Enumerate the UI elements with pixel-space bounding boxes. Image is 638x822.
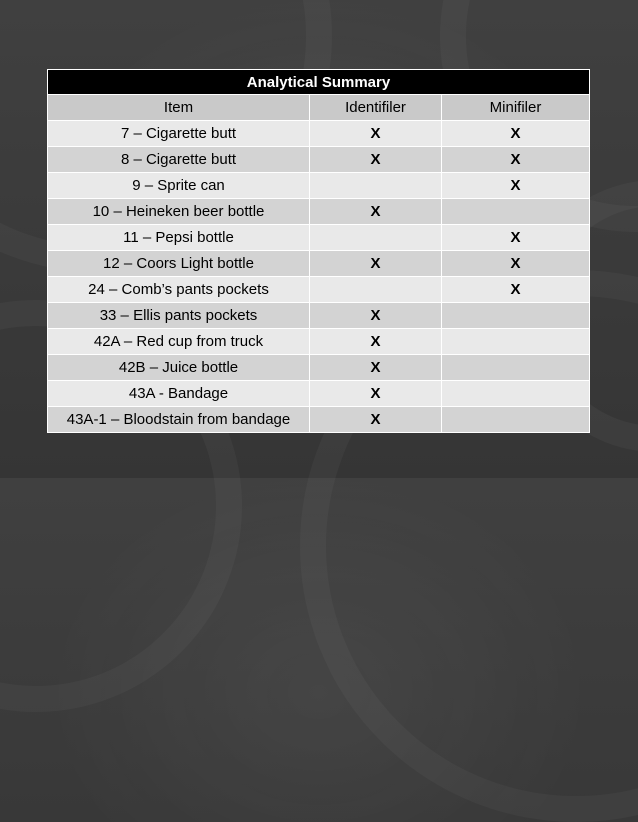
minifiler-cell: X: [442, 225, 590, 251]
minifiler-cell: [442, 381, 590, 407]
column-header-item: Item: [48, 95, 310, 121]
table-row: [48, 277, 590, 303]
minifiler-cell: [442, 355, 590, 381]
minifiler-cell: [442, 329, 590, 355]
item-cell: 7 – Cigarette butt: [48, 121, 310, 147]
table-row: [48, 251, 590, 277]
item-cell: 24 – Comb’s pants pockets: [48, 277, 310, 303]
identifiler-cell: X: [310, 355, 442, 381]
minifiler-cell: X: [442, 173, 590, 199]
table-row: [48, 407, 590, 433]
identifiler-cell: X: [310, 303, 442, 329]
identifiler-cell: X: [310, 329, 442, 355]
identifiler-cell: X: [310, 251, 442, 277]
table-row: [48, 121, 590, 147]
identifiler-cell: X: [310, 147, 442, 173]
minifiler-cell: [442, 407, 590, 433]
column-header-minifiler: Minifiler: [442, 95, 590, 121]
table-row: [48, 381, 590, 407]
minifiler-cell: X: [442, 251, 590, 277]
minifiler-cell: X: [442, 121, 590, 147]
minifiler-cell: [442, 199, 590, 225]
identifiler-cell: [310, 225, 442, 251]
table-row: [48, 355, 590, 381]
table-title: Analytical Summary: [48, 70, 590, 95]
column-header-identifiler: Identifiler: [310, 95, 442, 121]
minifiler-cell: X: [442, 277, 590, 303]
identifiler-cell: [310, 173, 442, 199]
table-row: [48, 329, 590, 355]
minifiler-cell: X: [442, 147, 590, 173]
identifiler-cell: X: [310, 121, 442, 147]
item-cell: 43A-1 – Bloodstain from bandage: [48, 407, 310, 433]
item-cell: 42B – Juice bottle: [48, 355, 310, 381]
identifiler-cell: X: [310, 381, 442, 407]
analytical-summary-table: [47, 69, 590, 433]
item-cell: 10 – Heineken beer bottle: [48, 199, 310, 225]
table-row: [48, 303, 590, 329]
item-cell: 12 – Coors Light bottle: [48, 251, 310, 277]
item-cell: 33 – Ellis pants pockets: [48, 303, 310, 329]
identifiler-cell: [310, 277, 442, 303]
table-row: [48, 173, 590, 199]
minifiler-cell: [442, 303, 590, 329]
analytical-summary-table-container: [47, 69, 589, 433]
item-cell: 42A – Red cup from truck: [48, 329, 310, 355]
table-row: [48, 225, 590, 251]
identifiler-cell: X: [310, 199, 442, 225]
table-header-row: [48, 95, 590, 121]
table-title-row: [48, 70, 590, 95]
item-cell: 11 – Pepsi bottle: [48, 225, 310, 251]
item-cell: 9 – Sprite can: [48, 173, 310, 199]
table-row: [48, 199, 590, 225]
table-row: [48, 147, 590, 173]
item-cell: 8 – Cigarette butt: [48, 147, 310, 173]
item-cell: 43A - Bandage: [48, 381, 310, 407]
identifiler-cell: X: [310, 407, 442, 433]
